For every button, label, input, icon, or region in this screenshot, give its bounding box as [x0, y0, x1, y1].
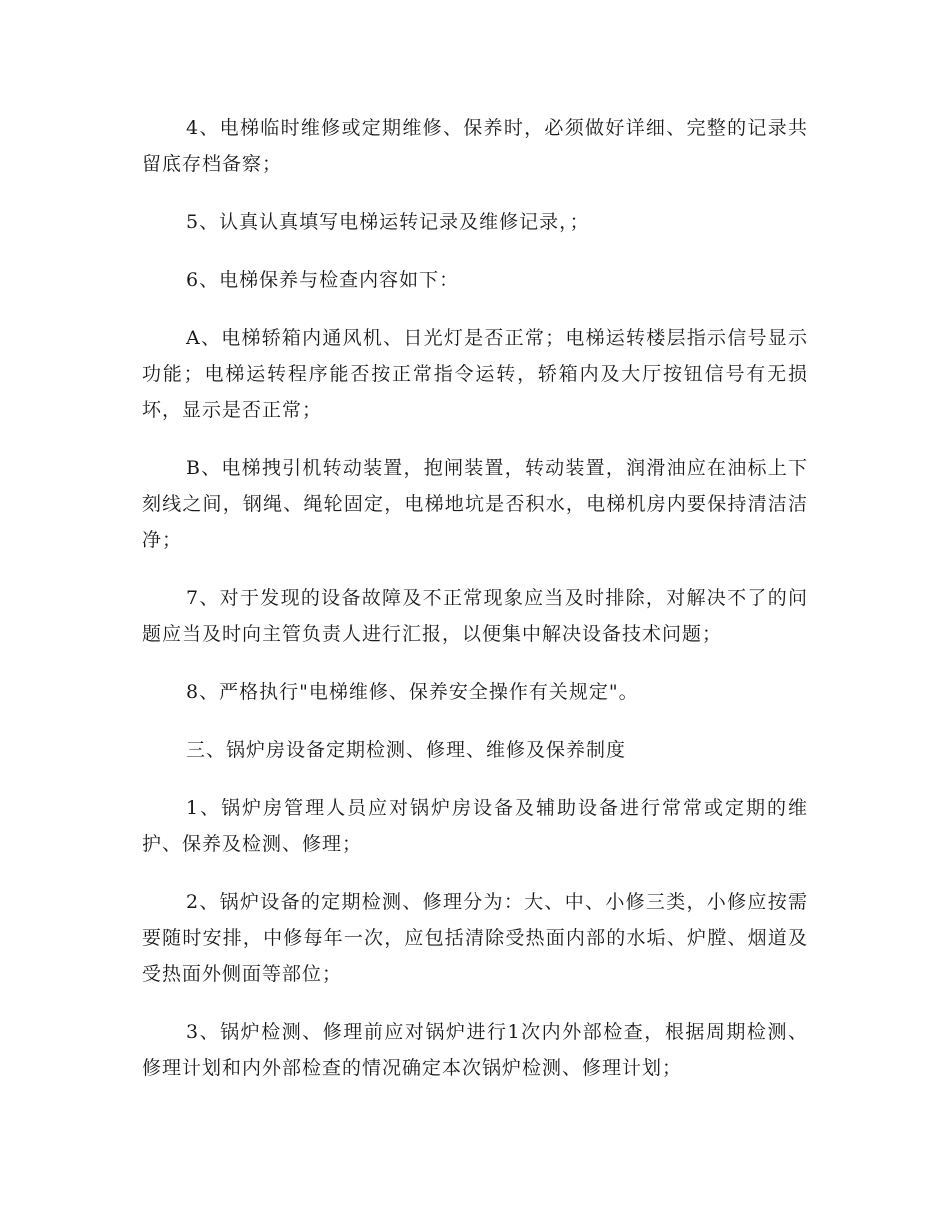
paragraph-6: 6、电梯保养与检查内容如下： — [186, 269, 460, 291]
paragraph-7: 7、对于发现的设备故障及不正常现象应当及时排除，对解决不了的问题应当及时向主管负责人进行汇报，以便集中解决设备技术问题； — [142, 587, 808, 645]
paragraph-6a: A、电梯轿箱内通风机、日光灯是否正常；电梯运转楼层指示信号显示功能；电梯运转程序能否按正常指令运转，轿箱内及大厅按钮信号有无损坏，显示是否正常； — [142, 327, 808, 421]
paragraph-6b: B、电梯拽引机转动装置，抱闸装置，转动装置，润滑油应在油标上下刻线之间，钢绳、绳轮固定，电梯地坑是否积水，电梯机房内要保持清洁洁净； — [142, 457, 808, 551]
paragraph-boiler-2: 2、锅炉设备的定期检测、修理分为：大、中、小修三类，小修应按需要随时安排，中修每年一次，应包括清除受热面内部的水垢、炉膛、烟道及受热面外侧面等部位； — [142, 891, 808, 985]
document-body — [142, 110, 808, 1108]
paragraph-boiler-1: 1、锅炉房管理人员应对锅炉房设备及辅助设备进行常常或定期的维护、保养及检测、修理； — [142, 797, 808, 855]
paragraph-5: 5、认真认真填写电梯运转记录及维修记录，； — [186, 211, 590, 233]
section-heading-3: 三、锅炉房设备定期检测、修理、维修及保养制度 — [186, 739, 627, 761]
paragraph-8: 8、严格执行"电梯维修、保养安全操作有关规定"。 — [186, 681, 639, 703]
paragraph-boiler-3: 3、锅炉检测、修理前应对锅炉进行1次内外部检查，根据周期检测、修理计划和内外部检查的情况确定本次锅炉检测、修理计划； — [142, 1021, 808, 1079]
paragraph-4: 4、电梯临时维修或定期维修、保养时，必须做好详细、完整的记录共留底存档备察； — [142, 117, 808, 175]
